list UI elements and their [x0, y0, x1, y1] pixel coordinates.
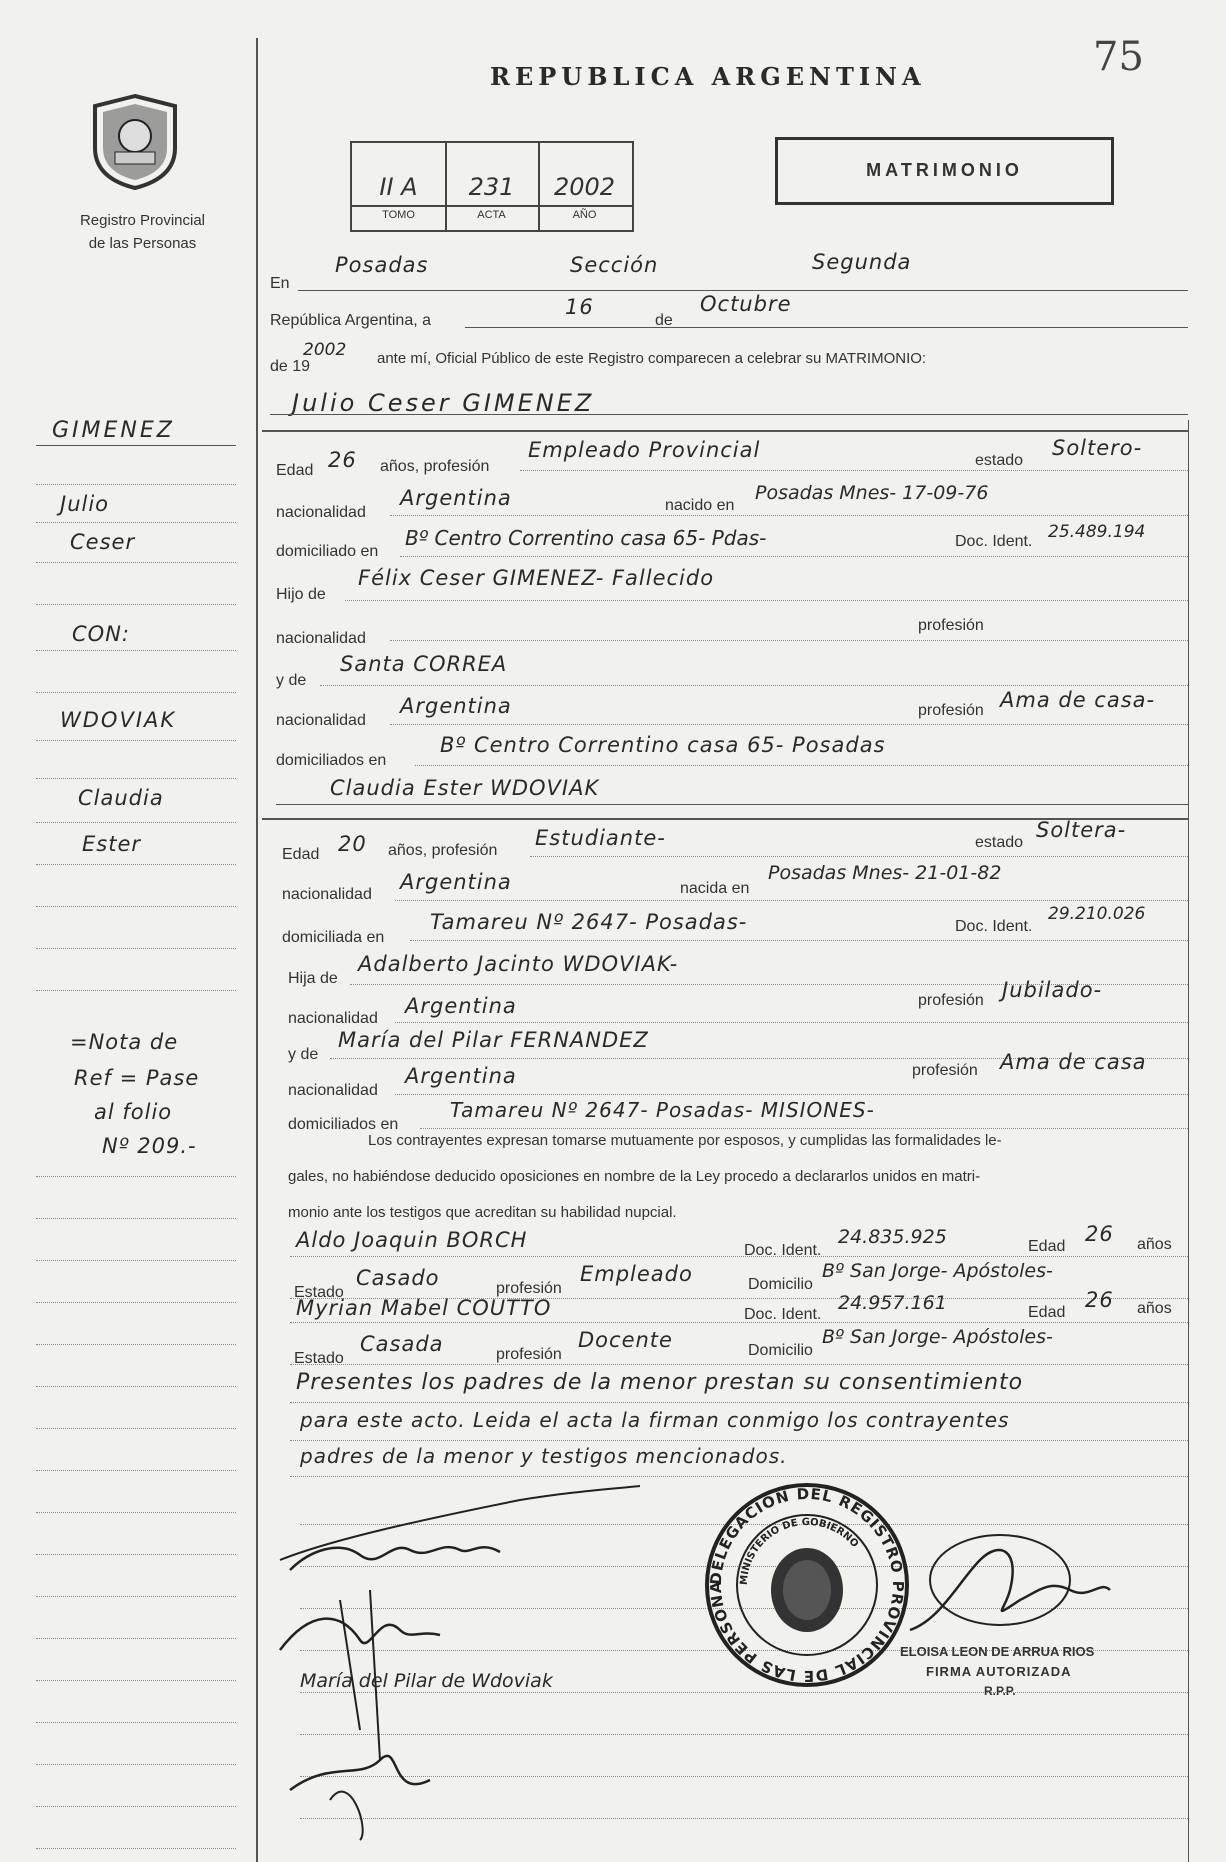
bride-parents-dom-label: domiciliados en: [288, 1116, 399, 1133]
witness2-prof-label: profesión: [496, 1346, 562, 1363]
month: Octubre: [700, 292, 792, 316]
margin-nota1: =Nota de: [70, 1030, 179, 1054]
registry-logo: [85, 92, 185, 192]
intro-rest: ante mí, Oficial Público de este Registro comparecen a celebrar su MATRIMONIO:: [377, 350, 927, 367]
bride-hija-label: Hija de: [288, 970, 338, 987]
margin-given2a: Claudia: [78, 786, 164, 810]
witness2-doc-label: Doc. Ident.: [744, 1306, 822, 1323]
witness1-doc: 24.835.925: [838, 1226, 947, 1248]
bride-mother-nat: Argentina: [405, 1064, 517, 1088]
signatures-scribble: [270, 1480, 700, 1850]
bride-full-name: Claudia Ester WDOVIAK: [330, 776, 600, 800]
official-role2: R.P.P.: [984, 1684, 1016, 1698]
notes-line2: para este acto. Leida el acta la firman conmigo los contrayentes: [300, 1408, 1010, 1432]
witness2-estado-label: Estado: [294, 1350, 344, 1367]
witness2-anos-label: años: [1137, 1300, 1172, 1317]
acta-label: ACTA: [477, 209, 506, 221]
day: 16: [565, 295, 594, 319]
groom-mother-prof: Ama de casa-: [1000, 688, 1156, 712]
official-signature: [900, 1520, 1160, 1640]
margin-nota2: Ref = Pase: [74, 1066, 200, 1090]
official-role1: FIRMA AUTORIZADA: [926, 1664, 1072, 1679]
declaration-line1: Los contrayentes expresan tomarse mutuamente por esposos, y cumplidas las formalidades le-: [368, 1132, 1002, 1149]
acta-value: 231: [468, 173, 515, 201]
bride-estado-label: estado: [975, 834, 1024, 851]
bride-doc: 29.210.026: [1048, 904, 1146, 924]
groom-father-prof-label: profesión: [918, 617, 984, 634]
official-name: ELOISA LEON DE ARRUA RIOS: [900, 1644, 1095, 1659]
groom-estado-label: estado: [975, 452, 1024, 469]
official-seal: [702, 1480, 912, 1690]
margin-rule: [256, 38, 258, 1862]
bride-nac-label: nacionalidad: [282, 886, 372, 903]
de-label: de: [655, 312, 673, 329]
bride-profession: Estudiante-: [535, 826, 666, 850]
bride-father: Adalberto Jacinto WDOVIAK-: [358, 952, 679, 976]
bride-parents-address: Tamareu Nº 2647- Posadas- MISIONES-: [450, 1098, 875, 1122]
margin-surname1: GIMENEZ: [52, 418, 175, 443]
de19-label: de 19: [270, 358, 311, 375]
ano-value: 2002: [553, 173, 616, 201]
witness1-anos-label: años: [1137, 1236, 1172, 1253]
bride-anos-label: años, profesión: [388, 842, 498, 859]
bride-mother-nat-label: nacionalidad: [288, 1082, 378, 1099]
witness1-prof-label: profesión: [496, 1280, 562, 1297]
bride-age: 20: [338, 832, 367, 856]
groom-mother-nat: Argentina: [400, 694, 512, 718]
year: 2002: [303, 340, 347, 360]
bride-yde-label: y de: [288, 1046, 319, 1063]
margin-given1b: Ceser: [70, 530, 136, 554]
groom-mother-prof-label: profesión: [918, 702, 984, 719]
groom-hijo-label: Hijo de: [276, 586, 326, 603]
witness1-address: Bº San Jorge- Apóstoles-: [822, 1260, 1053, 1282]
margin-given2b: Ester: [82, 832, 141, 856]
groom-profession: Empleado Provincial: [528, 438, 761, 462]
bride-mother-prof: Ama de casa: [1000, 1050, 1147, 1074]
right-rule: [1188, 420, 1189, 1862]
tomo-label: TOMO: [382, 209, 415, 221]
groom-doc: 25.489.194: [1048, 522, 1146, 542]
witness2-doc: 24.957.161: [838, 1292, 947, 1314]
witness1-estado: Casado: [356, 1266, 440, 1290]
bride-birth: Posadas Mnes- 21-01-82: [768, 862, 1002, 884]
witness1-estado-label: Estado: [294, 1284, 344, 1301]
witness2-name: Myrian Mabel COUTTO: [296, 1296, 552, 1320]
groom-mother-nat-label: nacionalidad: [276, 712, 366, 729]
bride-mother-prof-label: profesión: [912, 1062, 978, 1079]
witness1-edad-label: Edad: [1028, 1238, 1066, 1255]
section: Sección: [570, 253, 659, 277]
bride-mother: María del Pilar FERNANDEZ: [338, 1028, 649, 1052]
witness1-name: Aldo Joaquin BORCH: [296, 1228, 528, 1252]
groom-full-name: Julio Ceser GIMENEZ: [292, 389, 595, 417]
witness1-profession: Empleado: [580, 1262, 693, 1286]
witness2-dom-label: Domicilio: [748, 1342, 813, 1359]
notes-line3: padres de la menor y testigos mencionados.: [300, 1444, 788, 1468]
witness1-dom-label: Domicilio: [748, 1276, 813, 1293]
groom-father-nat-label: nacionalidad: [276, 630, 366, 647]
groom-birth: Posadas Mnes- 17-09-76: [755, 482, 989, 504]
margin-surname2: WDOVIAK: [60, 708, 177, 732]
groom-anos-label: años, profesión: [380, 458, 490, 475]
witness1-doc-label: Doc. Ident.: [744, 1242, 822, 1259]
seal-text: DELEGACION DEL REGISTRO PROVINCIAL DE LAS PERSONA: [706, 1484, 908, 1686]
witness2-profession: Docente: [578, 1328, 673, 1352]
margin-given1a: Julio: [60, 492, 110, 516]
en-label: En: [270, 275, 290, 292]
country-title: REPUBLICA ARGENTINA: [490, 62, 926, 91]
registry-name-line1: Registro Provincial: [79, 212, 206, 229]
witness2-estado: Casada: [360, 1332, 444, 1356]
bride-father-prof: Jubilado-: [1002, 978, 1103, 1002]
doc-type-box: [775, 137, 1114, 205]
witness2-address: Bº San Jorge- Apóstoles-: [822, 1326, 1053, 1348]
bride-father-prof-label: profesión: [918, 992, 984, 1009]
tomo-value: II A: [379, 173, 418, 201]
witness2-age: 26: [1085, 1288, 1114, 1312]
groom-parents-address: Bº Centro Correntino casa 65- Posadas: [440, 733, 886, 757]
groom-dom-label: domiciliado en: [276, 543, 379, 560]
groom-mother: Santa CORREA: [340, 652, 508, 676]
groom-parents-dom-label: domiciliados en: [276, 752, 387, 769]
groom-edad-label: Edad: [276, 462, 314, 479]
bride-mother-signature: María del Pilar de Wdoviak: [300, 1670, 553, 1692]
groom-age: 26: [328, 448, 357, 472]
bride-nacida-label: nacida en: [680, 880, 750, 897]
groom-doc-label: Doc. Ident.: [955, 533, 1033, 550]
declaration-line3: monio ante los testigos que acreditan su habilidad nupcial.: [288, 1204, 677, 1221]
seal-inner-text: MINISTERIO DE GOBIERNO: [738, 1516, 861, 1586]
record-number-box: [350, 141, 634, 232]
margin-nota4: Nº 209.-: [102, 1134, 197, 1158]
ano-label: AÑO: [572, 209, 597, 221]
bride-nationality: Argentina: [400, 870, 512, 894]
groom-address: Bº Centro Correntino casa 65- Pdas-: [405, 526, 767, 550]
doc-type-label: MATRIMONIO: [866, 160, 1023, 180]
groom-yde-label: y de: [276, 672, 307, 689]
republica-label: República Argentina, a: [270, 312, 431, 329]
groom-nac-label: nacionalidad: [276, 504, 366, 521]
groom-nacido-label: nacido en: [665, 497, 735, 514]
bride-father-nat: Argentina: [405, 994, 517, 1018]
notes-line1: Presentes los padres de la menor prestan su consentimiento: [296, 1370, 1024, 1395]
bride-address: Tamareu Nº 2647- Posadas-: [430, 910, 748, 934]
city: Posadas: [335, 253, 429, 277]
witness1-age: 26: [1085, 1222, 1114, 1246]
groom-estado: Soltero-: [1052, 436, 1143, 460]
registry-name-line2: de las Personas: [88, 235, 197, 252]
witness2-edad-label: Edad: [1028, 1304, 1066, 1321]
declaration-line2: gales, no habiéndose deducido oposiciones en nombre de la Ley procedo a declararlos unidos en matri-: [288, 1168, 981, 1185]
margin-con: CON:: [72, 622, 130, 646]
bride-estado: Soltera-: [1036, 818, 1127, 842]
bride-doc-label: Doc. Ident.: [955, 918, 1033, 935]
bride-dom-label: domiciliada en: [282, 929, 385, 946]
bride-edad-label: Edad: [282, 846, 320, 863]
bride-father-nat-label: nacionalidad: [288, 1010, 378, 1027]
groom-nationality: Argentina: [400, 486, 512, 510]
groom-father: Félix Ceser GIMENEZ- Fallecido: [358, 566, 715, 590]
section-number: Segunda: [812, 250, 912, 274]
page-number: 75: [1093, 34, 1144, 80]
margin-nota3: al folio: [94, 1100, 173, 1124]
